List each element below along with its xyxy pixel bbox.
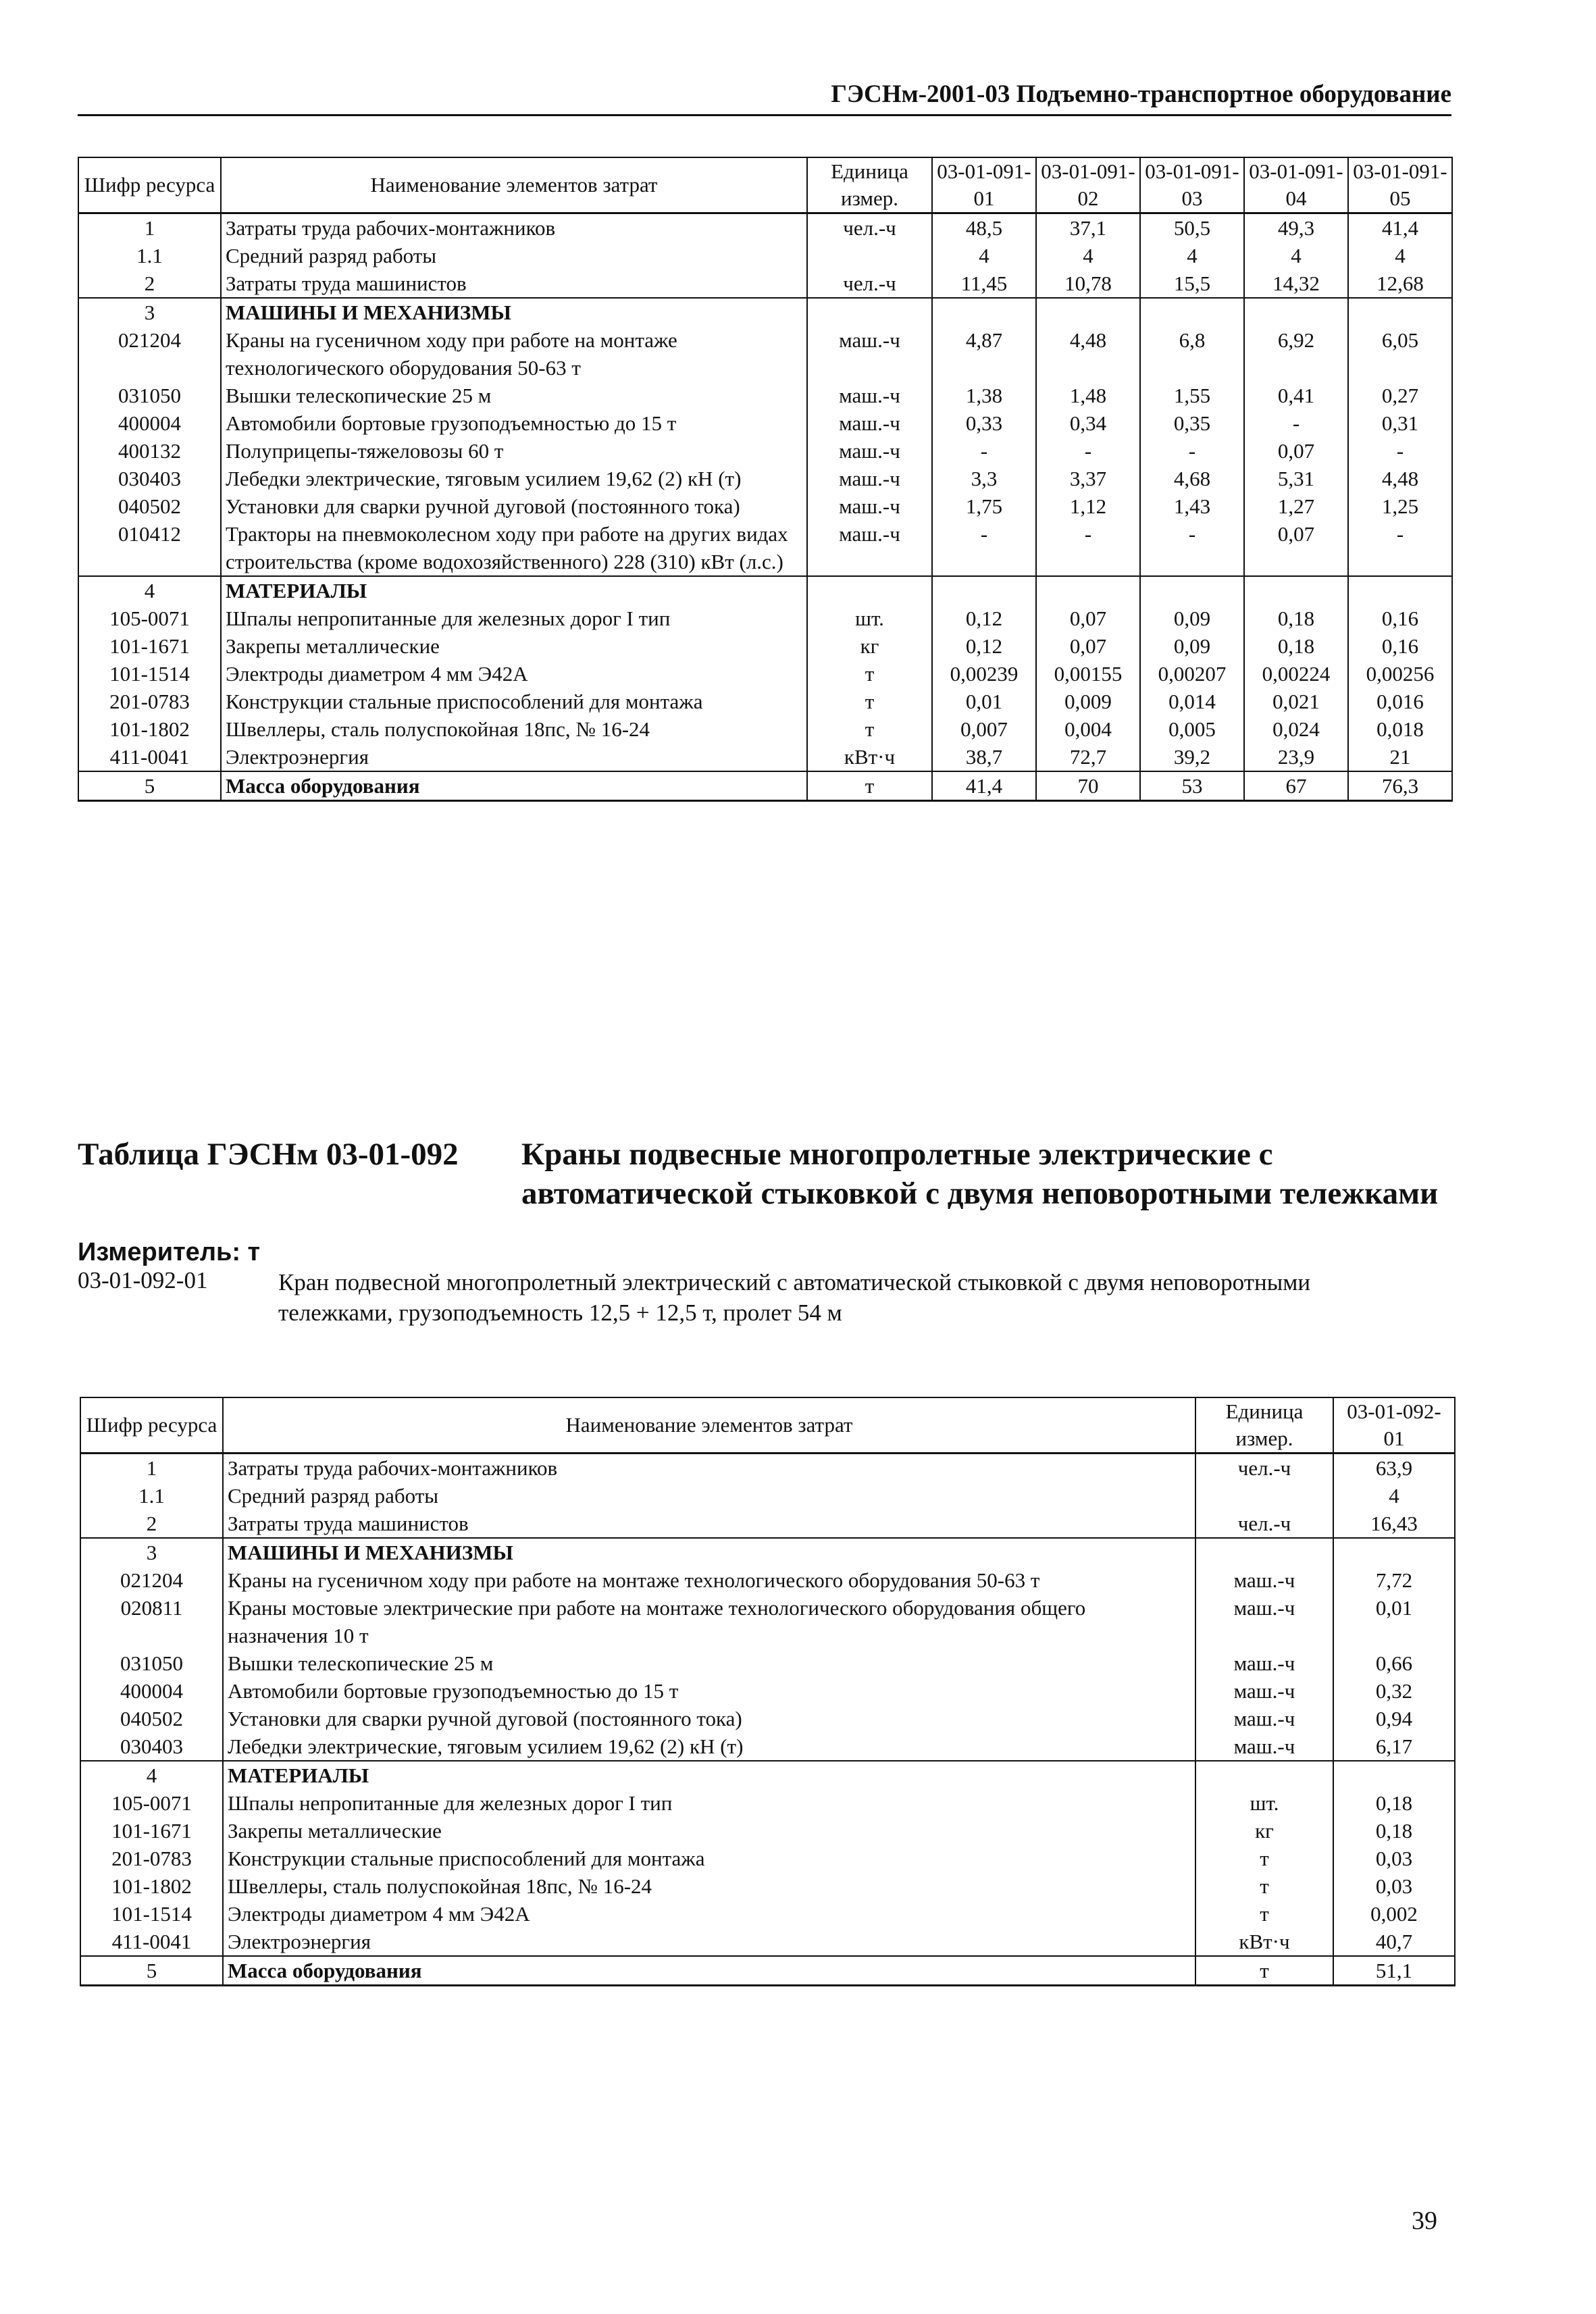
unit-cell: маш.-ч <box>807 492 932 520</box>
value-cell: 3,3 <box>932 465 1036 492</box>
value-cell: 67 <box>1244 771 1348 801</box>
cost-element-name: Краны на гусеничном ходу при работе на монтаже технологического оборудования 50-63 т <box>221 326 807 382</box>
header-col: 03-01-091-01 <box>932 157 1036 213</box>
value-cell: 0,07 <box>1244 437 1348 465</box>
value-cell: 0,00256 <box>1348 660 1452 688</box>
table-row <box>80 1677 1455 1705</box>
value-cell: 15,5 <box>1140 269 1244 298</box>
value-cell: 39,2 <box>1140 743 1244 771</box>
value-cell: 1,55 <box>1140 382 1244 409</box>
table-row <box>78 743 1452 771</box>
value-cell: 0,009 <box>1036 688 1140 715</box>
value-cell: 0,09 <box>1140 632 1244 660</box>
value-cell <box>1244 298 1348 326</box>
table-title-label: Таблица ГЭСНм 03-01-092 <box>78 1137 459 1172</box>
resource-code: 030403 <box>78 465 221 492</box>
unit-cell <box>807 576 932 605</box>
value-cell <box>1140 298 1244 326</box>
unit-cell: шт. <box>1195 1789 1333 1817</box>
table-header-row <box>78 157 1452 213</box>
value-cell: 0,18 <box>1333 1817 1455 1845</box>
table-row <box>78 409 1452 437</box>
resource-code: 201-0783 <box>78 688 221 715</box>
value-cell: 6,17 <box>1333 1732 1455 1761</box>
resource-code: 040502 <box>78 492 221 520</box>
item-code: 03-01-092-01 <box>78 1267 208 1293</box>
cost-element-name: Лебедки электрические, тяговым усилием 19,62 (2) кН (т) <box>223 1732 1195 1761</box>
value-cell: 4 <box>1036 242 1140 269</box>
table-row <box>80 1817 1455 1845</box>
resource-code: 010412 <box>78 520 221 576</box>
value-cell: 0,005 <box>1140 715 1244 743</box>
value-cell: - <box>1348 520 1452 576</box>
header-name: Наименование элементов затрат <box>221 157 807 213</box>
table-row <box>80 1900 1455 1928</box>
table-row <box>80 1594 1455 1649</box>
cost-element-name: Краны мостовые электрические при работе на монтаже технологического оборудования общего назначения 10 т <box>223 1594 1195 1649</box>
unit-cell: кВт·ч <box>1195 1928 1333 1956</box>
value-cell: 76,3 <box>1348 771 1452 801</box>
cost-element-name: Масса оборудования <box>221 771 807 801</box>
value-cell: - <box>1140 520 1244 576</box>
cost-element-name: Краны на гусеничном ходу при работе на монтаже технологического оборудования 50-63 т <box>223 1566 1195 1594</box>
resource-code: 105-0071 <box>80 1789 223 1817</box>
value-cell: 5,31 <box>1244 465 1348 492</box>
table-title-text: Краны подвесные многопролетные электрические с автоматической стыковкой с двумя неповоротными тележками <box>521 1137 1439 1211</box>
resource-code: 105-0071 <box>78 605 221 632</box>
value-cell: 4 <box>1333 1482 1455 1510</box>
value-cell <box>1333 1761 1455 1789</box>
unit-cell: т <box>807 771 932 801</box>
cost-element-name: Электроэнергия <box>221 743 807 771</box>
value-cell: 6,92 <box>1244 326 1348 382</box>
table-row <box>80 1482 1455 1510</box>
value-cell: 12,68 <box>1348 269 1452 298</box>
value-cell: 4 <box>1348 242 1452 269</box>
resource-code: 400132 <box>78 437 221 465</box>
unit-cell: кг <box>807 632 932 660</box>
value-cell: 1,38 <box>932 382 1036 409</box>
value-cell <box>932 576 1036 605</box>
resource-code: 411-0041 <box>78 743 221 771</box>
value-cell: 1,12 <box>1036 492 1140 520</box>
resource-code: 5 <box>78 771 221 801</box>
unit-cell: маш.-ч <box>1195 1677 1333 1705</box>
header-unit: Единица измер. <box>807 157 932 213</box>
table-row <box>78 715 1452 743</box>
resource-code: 040502 <box>80 1705 223 1732</box>
table-row <box>78 660 1452 688</box>
unit-cell: маш.-ч <box>807 437 932 465</box>
section-row <box>80 1538 1455 1566</box>
value-cell: 0,31 <box>1348 409 1452 437</box>
value-cell: - <box>1036 520 1140 576</box>
value-cell: 0,34 <box>1036 409 1140 437</box>
table-row <box>80 1705 1455 1732</box>
resource-code: 4 <box>78 576 221 605</box>
unit-cell: т <box>807 688 932 715</box>
resource-code: 021204 <box>78 326 221 382</box>
cost-element-name: Закрепы металлические <box>221 632 807 660</box>
value-cell <box>1140 576 1244 605</box>
unit-cell: маш.-ч <box>1195 1732 1333 1761</box>
resource-code: 101-1671 <box>78 632 221 660</box>
value-cell: 16,43 <box>1333 1510 1455 1538</box>
table-row <box>78 382 1452 409</box>
section-row <box>80 1956 1455 1986</box>
resource-code: 031050 <box>80 1649 223 1677</box>
value-cell: 6,05 <box>1348 326 1452 382</box>
unit-cell: т <box>1195 1845 1333 1872</box>
value-cell: 40,7 <box>1333 1928 1455 1956</box>
resource-code: 3 <box>80 1538 223 1566</box>
table-row <box>80 1928 1455 1956</box>
value-cell: 4,87 <box>932 326 1036 382</box>
cost-element-name: Установки для сварки ручной дуговой (постоянного тока) <box>221 492 807 520</box>
value-cell: 0,66 <box>1333 1649 1455 1677</box>
section-row <box>78 771 1452 801</box>
header-name: Наименование элементов затрат <box>223 1397 1195 1454</box>
value-cell: 1,27 <box>1244 492 1348 520</box>
cost-element-name: МАШИНЫ И МЕХАНИЗМЫ <box>223 1538 1195 1566</box>
table-row <box>78 492 1452 520</box>
cost-element-name: Конструкции стальные приспособлений для монтажа <box>221 688 807 715</box>
value-cell: 0,021 <box>1244 688 1348 715</box>
cost-element-name: Электроды диаметром 4 мм Э42А <box>221 660 807 688</box>
value-cell: 0,07 <box>1244 520 1348 576</box>
unit-cell: кг <box>1195 1817 1333 1845</box>
value-cell: - <box>1140 437 1244 465</box>
cost-element-name: Электроды диаметром 4 мм Э42А <box>223 1900 1195 1928</box>
table-row <box>80 1649 1455 1677</box>
value-cell: 0,33 <box>932 409 1036 437</box>
value-cell: 4 <box>1244 242 1348 269</box>
value-cell <box>1348 576 1452 605</box>
cost-element-name: Электроэнергия <box>223 1928 1195 1956</box>
unit-cell <box>1195 1482 1333 1510</box>
value-cell <box>932 298 1036 326</box>
resource-code: 400004 <box>80 1677 223 1705</box>
cost-element-name: Масса оборудования <box>223 1956 1195 1986</box>
resource-code: 021204 <box>80 1566 223 1594</box>
value-cell: 0,002 <box>1333 1900 1455 1928</box>
value-cell: - <box>932 520 1036 576</box>
cost-element-name: Затраты труда машинистов <box>223 1510 1195 1538</box>
value-cell: 0,007 <box>932 715 1036 743</box>
unit-cell: шт. <box>807 605 932 632</box>
header-unit: Единица измер. <box>1195 1397 1333 1454</box>
cost-element-name: Швеллеры, сталь полуспокойная 18пс, № 16-24 <box>221 715 807 743</box>
resource-code: 030403 <box>80 1732 223 1761</box>
cost-element-name: Затраты труда машинистов <box>221 269 807 298</box>
table-row <box>78 465 1452 492</box>
unit-cell: маш.-ч <box>1195 1594 1333 1649</box>
header-col: 03-01-091-02 <box>1036 157 1140 213</box>
resource-code: 101-1514 <box>78 660 221 688</box>
value-cell: 0,014 <box>1140 688 1244 715</box>
resource-code: 101-1671 <box>80 1817 223 1845</box>
value-cell: 0,09 <box>1140 605 1244 632</box>
table-row <box>80 1789 1455 1817</box>
table-row <box>80 1732 1455 1761</box>
cost-element-name: Средний разряд работы <box>223 1482 1195 1510</box>
value-cell: 41,4 <box>932 771 1036 801</box>
value-cell: 0,03 <box>1333 1845 1455 1872</box>
value-cell: 50,5 <box>1140 213 1244 242</box>
section-row <box>78 298 1452 326</box>
header-code: Шифр ресурса <box>80 1397 223 1454</box>
cost-element-name: Швеллеры, сталь полуспокойная 18пс, № 16-24 <box>223 1872 1195 1900</box>
value-cell: 21 <box>1348 743 1452 771</box>
value-cell: 23,9 <box>1244 743 1348 771</box>
value-cell: 6,8 <box>1140 326 1244 382</box>
table-row <box>80 1566 1455 1594</box>
value-cell: 7,72 <box>1333 1566 1455 1594</box>
running-header: ГЭСНм-2001-03 Подъемно-транспортное оборудование <box>78 80 1451 116</box>
header-code: Шифр ресурса <box>78 157 221 213</box>
table-row <box>78 520 1452 576</box>
value-cell: 0,12 <box>932 632 1036 660</box>
unit-cell: маш.-ч <box>1195 1566 1333 1594</box>
value-cell: - <box>1036 437 1140 465</box>
value-cell: 0,00155 <box>1036 660 1140 688</box>
resource-code: 1.1 <box>80 1482 223 1510</box>
value-cell: 11,45 <box>932 269 1036 298</box>
value-cell: 1,75 <box>932 492 1036 520</box>
unit-cell: маш.-ч <box>807 326 932 382</box>
section-row <box>80 1761 1455 1789</box>
cost-element-name: Автомобили бортовые грузоподъемностью до 15 т <box>223 1677 1195 1705</box>
value-cell: 0,27 <box>1348 382 1452 409</box>
table-row <box>80 1845 1455 1872</box>
value-cell: 0,00207 <box>1140 660 1244 688</box>
unit-cell: маш.-ч <box>807 382 932 409</box>
value-cell: 0,12 <box>932 605 1036 632</box>
value-cell: 0,01 <box>1333 1594 1455 1649</box>
table-row <box>78 632 1452 660</box>
resource-code: 201-0783 <box>80 1845 223 1872</box>
cost-element-name: Лебедки электрические, тяговым усилием 19,62 (2) кН (т) <box>221 465 807 492</box>
cost-element-name: Полуприцепы-тяжеловозы 60 т <box>221 437 807 465</box>
resource-code: 101-1802 <box>78 715 221 743</box>
unit-cell: т <box>807 715 932 743</box>
value-cell <box>1333 1538 1455 1566</box>
unit-cell: чел.-ч <box>1195 1510 1333 1538</box>
value-cell <box>1244 576 1348 605</box>
value-cell: 0,18 <box>1333 1789 1455 1817</box>
table-row <box>80 1454 1455 1483</box>
resource-code: 411-0041 <box>80 1928 223 1956</box>
cost-element-name: Шпалы непропитанные для железных дорог I тип <box>221 605 807 632</box>
resource-code: 2 <box>80 1510 223 1538</box>
value-cell: - <box>1244 409 1348 437</box>
resource-code: 020811 <box>80 1594 223 1649</box>
value-cell: 0,018 <box>1348 715 1452 743</box>
value-cell: 0,41 <box>1244 382 1348 409</box>
resource-code: 3 <box>78 298 221 326</box>
value-cell: 0,07 <box>1036 632 1140 660</box>
value-cell: 51,1 <box>1333 1956 1455 1986</box>
cost-element-name: Вышки телескопические 25 м <box>223 1649 1195 1677</box>
unit-cell: чел.-ч <box>807 213 932 242</box>
value-cell: - <box>932 437 1036 465</box>
value-cell: 14,32 <box>1244 269 1348 298</box>
unit-cell <box>1195 1761 1333 1789</box>
value-cell: 0,07 <box>1036 605 1140 632</box>
resource-code: 1 <box>78 213 221 242</box>
value-cell: 37,1 <box>1036 213 1140 242</box>
page-number: 39 <box>1412 2207 1437 2235</box>
table-row <box>80 1872 1455 1900</box>
unit-cell <box>807 242 932 269</box>
value-cell: 10,78 <box>1036 269 1140 298</box>
unit-cell: маш.-ч <box>807 465 932 492</box>
value-cell <box>1036 576 1140 605</box>
value-cell: 0,00224 <box>1244 660 1348 688</box>
cost-element-name: МАТЕРИАЛЫ <box>223 1761 1195 1789</box>
cost-element-name: Шпалы непропитанные для железных дорог I тип <box>223 1789 1195 1817</box>
unit-cell: маш.-ч <box>807 409 932 437</box>
value-cell: 38,7 <box>932 743 1036 771</box>
table-row <box>78 437 1452 465</box>
resource-code: 101-1514 <box>80 1900 223 1928</box>
value-cell: 0,004 <box>1036 715 1140 743</box>
value-cell: 4 <box>1140 242 1244 269</box>
table-row <box>78 242 1452 269</box>
value-cell: 0,016 <box>1348 688 1452 715</box>
header-col: 03-01-091-03 <box>1140 157 1244 213</box>
value-cell: 0,01 <box>932 688 1036 715</box>
section-row <box>78 576 1452 605</box>
cost-element-name: Тракторы на пневмоколесном ходу при работе на других видах строительства (кроме водохозяйственного) 228 (310) кВт (л.с.) <box>221 520 807 576</box>
cost-element-name: Затраты труда рабочих-монтажников <box>221 213 807 242</box>
unit-cell: чел.-ч <box>807 269 932 298</box>
value-cell: 0,03 <box>1333 1872 1455 1900</box>
unit-cell: маш.-ч <box>1195 1705 1333 1732</box>
unit-cell <box>807 298 932 326</box>
cost-element-name: МАТЕРИАЛЫ <box>221 576 807 605</box>
value-cell <box>1348 298 1452 326</box>
table-row <box>80 1510 1455 1538</box>
value-cell: 0,94 <box>1333 1705 1455 1732</box>
table-row <box>78 326 1452 382</box>
value-cell: 4,48 <box>1036 326 1140 382</box>
value-cell: 4,48 <box>1348 465 1452 492</box>
value-cell: 0,18 <box>1244 605 1348 632</box>
value-cell: 72,7 <box>1036 743 1140 771</box>
resource-code: 1.1 <box>78 242 221 269</box>
value-cell: 0,18 <box>1244 632 1348 660</box>
value-cell: 0,00239 <box>932 660 1036 688</box>
header-col: 03-01-092-01 <box>1333 1397 1455 1454</box>
table-body <box>78 213 1452 801</box>
unit-cell: т <box>1195 1900 1333 1928</box>
unit-cell: маш.-ч <box>1195 1649 1333 1677</box>
value-cell: 41,4 <box>1348 213 1452 242</box>
value-cell: 0,024 <box>1244 715 1348 743</box>
unit-cell <box>1195 1538 1333 1566</box>
cost-element-name: МАШИНЫ И МЕХАНИЗМЫ <box>221 298 807 326</box>
header-col: 03-01-091-04 <box>1244 157 1348 213</box>
value-cell: 1,43 <box>1140 492 1244 520</box>
table-row <box>78 269 1452 298</box>
value-cell: 1,25 <box>1348 492 1452 520</box>
value-cell: 0,32 <box>1333 1677 1455 1705</box>
table-row <box>78 213 1452 242</box>
unit-cell: чел.-ч <box>1195 1454 1333 1483</box>
resource-code: 5 <box>80 1956 223 1986</box>
cost-element-name: Затраты труда рабочих-монтажников <box>223 1454 1195 1483</box>
table-header-row <box>80 1397 1455 1454</box>
cost-element-name: Закрепы металлические <box>223 1817 1195 1845</box>
unit-cell: маш.-ч <box>807 520 932 576</box>
unit-cell: кВт·ч <box>807 743 932 771</box>
resource-table-092 <box>80 1397 1456 1986</box>
value-cell: 49,3 <box>1244 213 1348 242</box>
unit-cell: т <box>1195 1956 1333 1986</box>
unit-cell: т <box>1195 1872 1333 1900</box>
resource-code: 2 <box>78 269 221 298</box>
table-row <box>78 688 1452 715</box>
table-body <box>80 1454 1455 1986</box>
value-cell: - <box>1348 437 1452 465</box>
item-description: Кран подвесной многопролетный электрический с автоматической стыковкой с двумя неповоротными тележками, грузоподъемность 12,5 + 12,5 т, пролет 54 м <box>278 1269 1311 1326</box>
value-cell: 4,68 <box>1140 465 1244 492</box>
cost-element-name: Конструкции стальные приспособлений для монтажа <box>223 1845 1195 1872</box>
cost-element-name: Установки для сварки ручной дуговой (постоянного тока) <box>223 1705 1195 1732</box>
value-cell: 3,37 <box>1036 465 1140 492</box>
value-cell: 4 <box>932 242 1036 269</box>
resource-code: 031050 <box>78 382 221 409</box>
resource-code: 4 <box>80 1761 223 1789</box>
value-cell: 63,9 <box>1333 1454 1455 1483</box>
resource-code: 1 <box>80 1454 223 1483</box>
cost-element-name: Вышки телескопические 25 м <box>221 382 807 409</box>
value-cell <box>1036 298 1140 326</box>
value-cell: 70 <box>1036 771 1140 801</box>
unit-cell: т <box>807 660 932 688</box>
value-cell: 0,35 <box>1140 409 1244 437</box>
resource-code: 400004 <box>78 409 221 437</box>
value-cell: 53 <box>1140 771 1244 801</box>
cost-element-name: Средний разряд работы <box>221 242 807 269</box>
measure-unit: Измеритель: т <box>78 1238 261 1266</box>
cost-element-name: Автомобили бортовые грузоподъемностью до 15 т <box>221 409 807 437</box>
header-col: 03-01-091-05 <box>1348 157 1452 213</box>
value-cell: 0,16 <box>1348 605 1452 632</box>
value-cell: 1,48 <box>1036 382 1140 409</box>
value-cell: 48,5 <box>932 213 1036 242</box>
table-row <box>78 605 1452 632</box>
resource-table-091 <box>78 157 1453 802</box>
value-cell: 0,16 <box>1348 632 1452 660</box>
resource-code: 101-1802 <box>80 1872 223 1900</box>
